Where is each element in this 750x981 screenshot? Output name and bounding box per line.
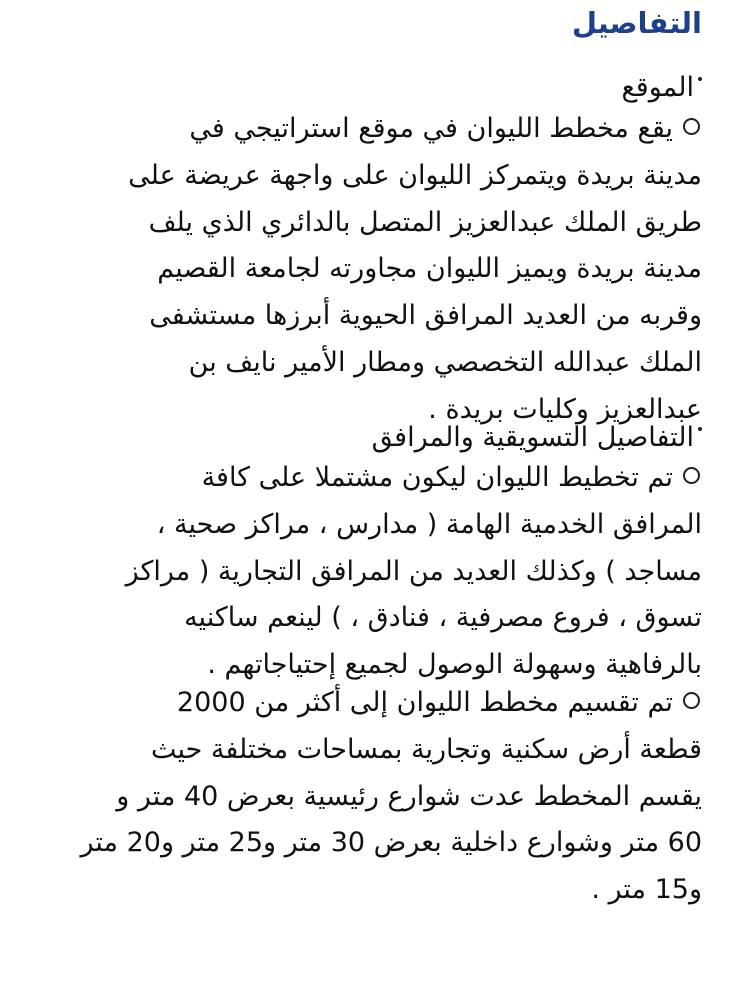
line-text: تم تخطيط الليوان ليكون مشتملا على كافة	[201, 462, 673, 493]
paragraph-line	[30, 106, 702, 153]
location-paragraph	[30, 106, 702, 434]
paragraph-line: عبدالعزيز وكليات بريدة .	[428, 393, 702, 425]
line-text: يقع مخطط الليوان في موقع استراتيجي في	[189, 113, 673, 144]
paragraph-line	[30, 455, 702, 502]
paragraph-line: 60 متر وشوارع داخلية بعرض 30 متر و25 متر و20 متر	[80, 827, 702, 859]
plots-paragraph	[30, 680, 702, 914]
circle-bullet-icon	[683, 692, 700, 709]
circle-bullet-icon	[683, 467, 700, 484]
section-heading-text: التفاصيل التسويقية والمرافق	[371, 422, 694, 453]
facilities-paragraph	[30, 455, 702, 689]
dot-bullet-icon	[698, 427, 702, 431]
section-heading	[42, 68, 702, 108]
section-heading-marketing	[42, 418, 702, 458]
paragraph-line: يقسم المخطط عدت شوارع رئيسية بعرض 40 متر و	[116, 780, 702, 812]
paragraph-line: بالرفاهية وسهولة الوصول لجميع إحتياجاتهم .	[207, 649, 702, 681]
section-heading-location	[42, 68, 702, 108]
paragraph-line: الملك عبدالله التخصصي ومطار الأمير نايف بن	[188, 346, 702, 378]
paragraph-line	[30, 680, 702, 727]
paragraph-line: المرافق الخدمية الهامة ( مدارس ، مراكز صحية ،	[156, 508, 702, 540]
dot-bullet-icon	[698, 77, 702, 81]
paragraph-line: و15 متر .	[591, 874, 702, 906]
paragraph-line: تسوق ، فروع مصرفية ، فنادق ، ) لينعم ساكنيه	[184, 602, 702, 634]
paragraph-line: مساجد ) وكذلك العديد من المرافق التجارية ( مراكز	[125, 555, 702, 587]
paragraph-line: وقربه من العديد المرافق الحيوية أبرزها مستشفى	[149, 300, 702, 332]
page-title: التفاصيل	[571, 6, 702, 40]
paragraph-line: قطعة أرض سكنية وتجارية بمساحات مختلفة حيث	[150, 733, 702, 765]
section-heading-text: الموقع	[621, 72, 694, 103]
paragraph-line: مدينة بريدة ويميز الليوان مجاورته لجامعة القصيم	[157, 253, 702, 285]
circle-bullet-icon	[683, 118, 700, 135]
line-text: تم تقسيم مخطط الليوان إلى أكثر من 2000	[176, 687, 673, 718]
paragraph-line: مدينة بريدة ويتمركز الليوان على واجهة عريضة على	[128, 159, 702, 191]
paragraph-line: طريق الملك عبدالعزيز المتصل بالدائري الذي يلف	[148, 206, 702, 238]
section-heading	[42, 418, 702, 458]
